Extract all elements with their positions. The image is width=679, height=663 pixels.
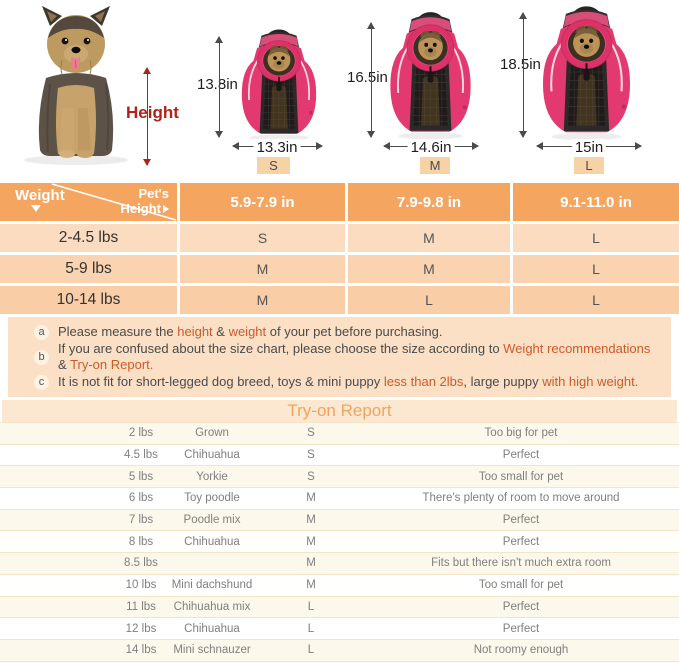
- vertical-dimension-arrow: [523, 13, 524, 137]
- tryon-cell-comment: Too small for pet: [478, 579, 564, 592]
- pack-width-dimension: 15in: [572, 139, 606, 156]
- tryon-row: [0, 596, 679, 618]
- tryon-cell-breed: Toy poodle: [184, 492, 240, 505]
- pack-width-dimension: 13.3in: [254, 139, 301, 156]
- recommended-size-cell: L: [513, 224, 679, 252]
- note-highlight-text: less than 2lbs: [383, 374, 464, 389]
- tryon-cell-size: M: [306, 557, 316, 570]
- try-on-report-banner: [2, 400, 677, 422]
- note-text: [58, 341, 650, 373]
- note-marker: b: [34, 350, 49, 365]
- recommended-size-cell: L: [513, 286, 679, 314]
- tryon-row: [0, 444, 679, 466]
- note-marker: a: [34, 325, 49, 340]
- note-plain-text: of your pet before purchasing.: [266, 324, 443, 339]
- pet-height-column-header: 7.9-9.8 in: [348, 183, 510, 221]
- size-badge-m: M: [420, 157, 450, 174]
- tryon-row: [0, 617, 679, 639]
- backpack-figure-m: [383, 7, 478, 142]
- tryon-cell-breed: Mini dachshund: [171, 579, 253, 592]
- pack-height-dimension: 16.5in: [347, 69, 388, 86]
- tryon-cell-breed: Chihuahua mix: [173, 600, 251, 613]
- tryon-cell-weight: 14 lbs: [125, 644, 157, 657]
- tryon-cell-weight: 7 lbs: [128, 514, 154, 527]
- tryon-cell-comment: Perfect: [502, 449, 540, 462]
- tryon-cell-size: S: [307, 470, 315, 483]
- tryon-cell-weight: 12 lbs: [125, 622, 157, 635]
- tryon-row: [0, 552, 679, 574]
- tryon-cell-comment: Too big for pet: [484, 427, 558, 440]
- tryon-cell-breed: Mini schnauzer: [173, 644, 251, 657]
- tryon-cell-breed: Chihuahua: [184, 449, 240, 462]
- product-figures-section: [0, 0, 679, 182]
- pets-height-axis-label: [121, 186, 169, 216]
- vertical-dimension-arrow: [371, 23, 372, 137]
- note-plain-text: If you are confused about the size chart, please choose the size according to: [58, 341, 504, 356]
- tryon-cell-size: S: [307, 449, 315, 462]
- tryon-cell-weight: 10 lbs: [125, 579, 157, 592]
- note-plain-text: &: [212, 324, 229, 339]
- size-recommendation-table: [0, 183, 679, 314]
- tryon-cell-breed: Yorkie: [196, 470, 228, 483]
- table-corner-cell: [0, 183, 177, 221]
- note-item: [34, 324, 661, 340]
- vertical-dimension-arrow: [219, 37, 220, 137]
- tryon-cell-breed: Poodle mix: [183, 514, 241, 527]
- tryon-cell-comment: There's plenty of room to move around: [422, 492, 620, 505]
- tryon-cell-size: M: [306, 579, 316, 592]
- note-highlight-text: Weight recommendations: [503, 341, 651, 356]
- pet-height-column-header: 9.1-11.0 in: [513, 183, 679, 221]
- tryon-cell-comment: Perfect: [502, 535, 540, 548]
- recommended-size-cell: M: [180, 255, 345, 283]
- size-badge-s: S: [257, 157, 290, 174]
- tryon-row: [0, 574, 679, 596]
- try-on-report-section: [0, 400, 679, 663]
- tryon-cell-size: L: [307, 622, 315, 635]
- tryon-row: [0, 509, 679, 531]
- pack-height-dimension: 13.8in: [197, 76, 238, 93]
- tryon-cell-comment: Perfect: [502, 514, 540, 527]
- pet-height-column-header: 5.9-7.9 in: [180, 183, 345, 221]
- weight-row-label: 2-4.5 lbs: [0, 224, 177, 252]
- note-highlight-text: height: [177, 324, 213, 339]
- tryon-cell-size: M: [306, 492, 316, 505]
- size-badge-l: L: [574, 157, 604, 174]
- recommended-size-cell: M: [348, 255, 510, 283]
- recommended-size-cell: M: [348, 224, 510, 252]
- recommended-size-cell: L: [513, 255, 679, 283]
- tryon-row: [0, 639, 679, 661]
- recommended-size-cell: L: [348, 286, 510, 314]
- tryon-row: [0, 465, 679, 487]
- tryon-cell-size: S: [307, 427, 315, 440]
- backpack-figure-s: [235, 25, 323, 143]
- tryon-cell-comment: Perfect: [502, 600, 540, 613]
- tryon-cell-weight: 4.5 lbs: [124, 449, 158, 462]
- tryon-cell-size: L: [307, 600, 315, 613]
- tryon-cell-weight: 6 lbs: [128, 492, 154, 505]
- tryon-cell-breed: Grown: [195, 427, 229, 440]
- tryon-cell-comment: Perfect: [502, 622, 540, 635]
- tryon-cell-size: L: [307, 644, 315, 657]
- note-plain-text: , large puppy: [463, 374, 543, 389]
- backpack-figure-l: [535, 1, 638, 143]
- pack-width-dimension: 14.6in: [408, 139, 455, 156]
- note-plain-text: It is not fit for short-legged dog breed, toys & mini puppy: [58, 374, 384, 389]
- tryon-cell-size: M: [306, 514, 316, 527]
- note-highlight-text: weight: [228, 324, 267, 339]
- note-highlight-text: Try-on Report.: [70, 357, 154, 372]
- tryon-cell-breed: Chihuahua: [184, 622, 240, 635]
- try-on-report-title: Try-on Report: [287, 401, 392, 420]
- note-plain-text: &: [58, 357, 71, 372]
- tryon-row: [0, 530, 679, 552]
- note-marker: c: [34, 375, 49, 390]
- tryon-cell-breed: Chihuahua: [184, 535, 240, 548]
- tryon-cell-comment: Too small for pet: [478, 470, 564, 483]
- tryon-cell-weight: 11 lbs: [126, 600, 156, 613]
- weight-axis-label: Weight: [15, 187, 65, 204]
- weight-row-label: 5-9 lbs: [0, 255, 177, 283]
- down-triangle-icon: [31, 205, 41, 212]
- tryon-row: [0, 487, 679, 509]
- weight-row-label: 10-14 lbs: [0, 286, 177, 314]
- pack-height-dimension: 18.5in: [500, 56, 541, 73]
- tryon-cell-weight: 2 lbs: [128, 427, 154, 440]
- note-text: [58, 374, 638, 390]
- tryon-cell-weight: 5 lbs: [128, 470, 154, 483]
- notes-section: [8, 317, 671, 397]
- dog-photo: [10, 4, 142, 168]
- tryon-cell-size: M: [306, 535, 316, 548]
- note-item: [34, 341, 661, 373]
- tryon-cell-comment: Not roomy enough: [473, 644, 569, 657]
- tryon-cell-weight: 8.5 lbs: [124, 557, 158, 570]
- note-text: [58, 324, 442, 340]
- pets-height-text: Pet's Height: [120, 186, 169, 216]
- note-highlight-text: with high weight.: [542, 374, 639, 389]
- tryon-cell-comment: Fits but there isn't much extra room: [431, 557, 611, 570]
- tryon-row: [0, 422, 679, 444]
- right-triangle-icon: [163, 205, 169, 213]
- note-item: [34, 374, 661, 390]
- recommended-size-cell: M: [180, 286, 345, 314]
- recommended-size-cell: S: [180, 224, 345, 252]
- pet-height-label: Height: [126, 103, 179, 122]
- yorkie-dog-illustration: [10, 4, 142, 168]
- try-on-report-table: [0, 422, 679, 661]
- tryon-cell-weight: 8 lbs: [128, 535, 154, 548]
- note-plain-text: Please measure the: [58, 324, 178, 339]
